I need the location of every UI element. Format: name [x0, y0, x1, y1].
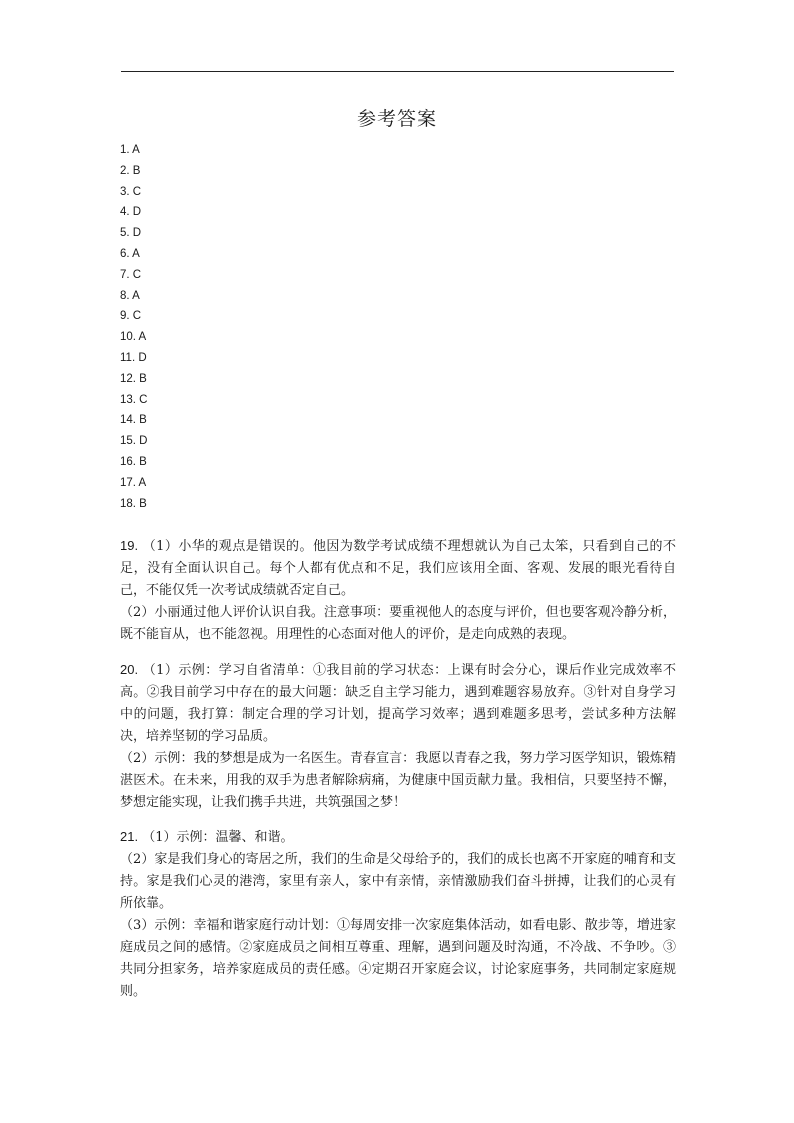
answer-item: 17. A	[120, 476, 147, 489]
answer-item: 7. C	[120, 268, 142, 281]
question-19-answer	[120, 535, 676, 646]
answer-text: （1）示例：学习自省清单：①我目前的学习状态：上课有时会分心，课后作业完成效率不高。②我目前学习中存在的最大问题：缺乏自主学习能力，遇到难题容易放弃。③针对自身学习中的问题，我打算：制定合理的学习计划，提高学习效率；遇到难题多思考，尝试多种方法解决，培养坚韧的学习品质。	[120, 663, 676, 744]
q19-part1	[120, 535, 676, 602]
answer-item: 18. B	[120, 497, 147, 510]
answer-item: 15. D	[120, 435, 148, 448]
q21-part3: （3）示例：幸福和谐家庭行动计划：①每周安排一次家庭集体活动，如看电影、散步等，增进家庭成员之间的感情。②家庭成员之间相互尊重、理解，遇到问题及时沟通，不冷战、不争吵。③共同分担家务，培养家庭成员的责任感。④定期召开家庭会议，讨论家庭事务，共同制定家庭规则。	[120, 918, 676, 999]
answer-item: 11. D	[120, 351, 147, 364]
question-number: 20.	[120, 662, 139, 677]
answer-item: 14. B	[120, 414, 147, 427]
q21-part2: （2）家是我们身心的寄居之所，我们的生命是父母给予的，我们的成长也离不开家庭的哺育和支持。家是我们心灵的港湾，家里有亲人，家中有亲情，亲情激励我们奋斗拼搏，让我们的心灵有所依靠。	[120, 852, 676, 911]
answer-item: 12. B	[120, 372, 147, 385]
answer-item: 8. A	[120, 289, 140, 302]
question-number: 21.	[120, 829, 139, 844]
answer-item: 4. D	[120, 206, 142, 219]
question-21-answer	[120, 826, 676, 1003]
q21-part1	[120, 826, 676, 849]
question-20-answer	[120, 659, 676, 814]
q19-part2: （2）小丽通过他人评价认识自我。注意事项：要重视他人的态度与评价，但也要客观冷静分析，既不能盲从，也不能忽视。用理性的心态面对他人的评价，是走向成熟的表现。	[120, 605, 676, 642]
answer-item: 6. A	[120, 247, 140, 260]
q20-part2: （2）示例：我的梦想是成为一名医生。青春宣言：我愿以青春之我，努力学习医学知识，锻炼精湛医术。在未来，用我的双手为患者解除病痛，为健康中国贡献力量。我相信，只要坚持不懈，梦想定能实现，让我们携手共进，共筑强国之梦！	[120, 751, 676, 810]
page-title: 参考答案	[356, 108, 437, 130]
answer-item: 13. C	[120, 393, 148, 406]
answer-item: 5. D	[120, 227, 142, 240]
header-rule	[121, 71, 674, 72]
question-number: 19.	[120, 538, 139, 553]
answer-text: （1）示例：温馨、和谐。	[142, 830, 294, 845]
answer-item: 10. A	[120, 331, 147, 344]
answer-item: 1. A	[120, 144, 140, 156]
answer-item: 9. C	[120, 310, 142, 323]
answer-text: （1）小华的观点是错误的。他因为数学考试成绩不理想就认为自己太笨，只看到自己的不足，没有全面认识自己。每个人都有优点和不足，我们应该用全面、客观、发展的眼光看待自己，不能仅凭一次考试成绩就否定自己。	[120, 539, 676, 598]
q20-part1	[120, 659, 676, 748]
answer-item: 2. B	[120, 164, 141, 177]
answer-item: 16. B	[120, 455, 147, 468]
answer-item: 3. C	[120, 185, 142, 198]
multiple-choice-answers	[120, 140, 148, 514]
